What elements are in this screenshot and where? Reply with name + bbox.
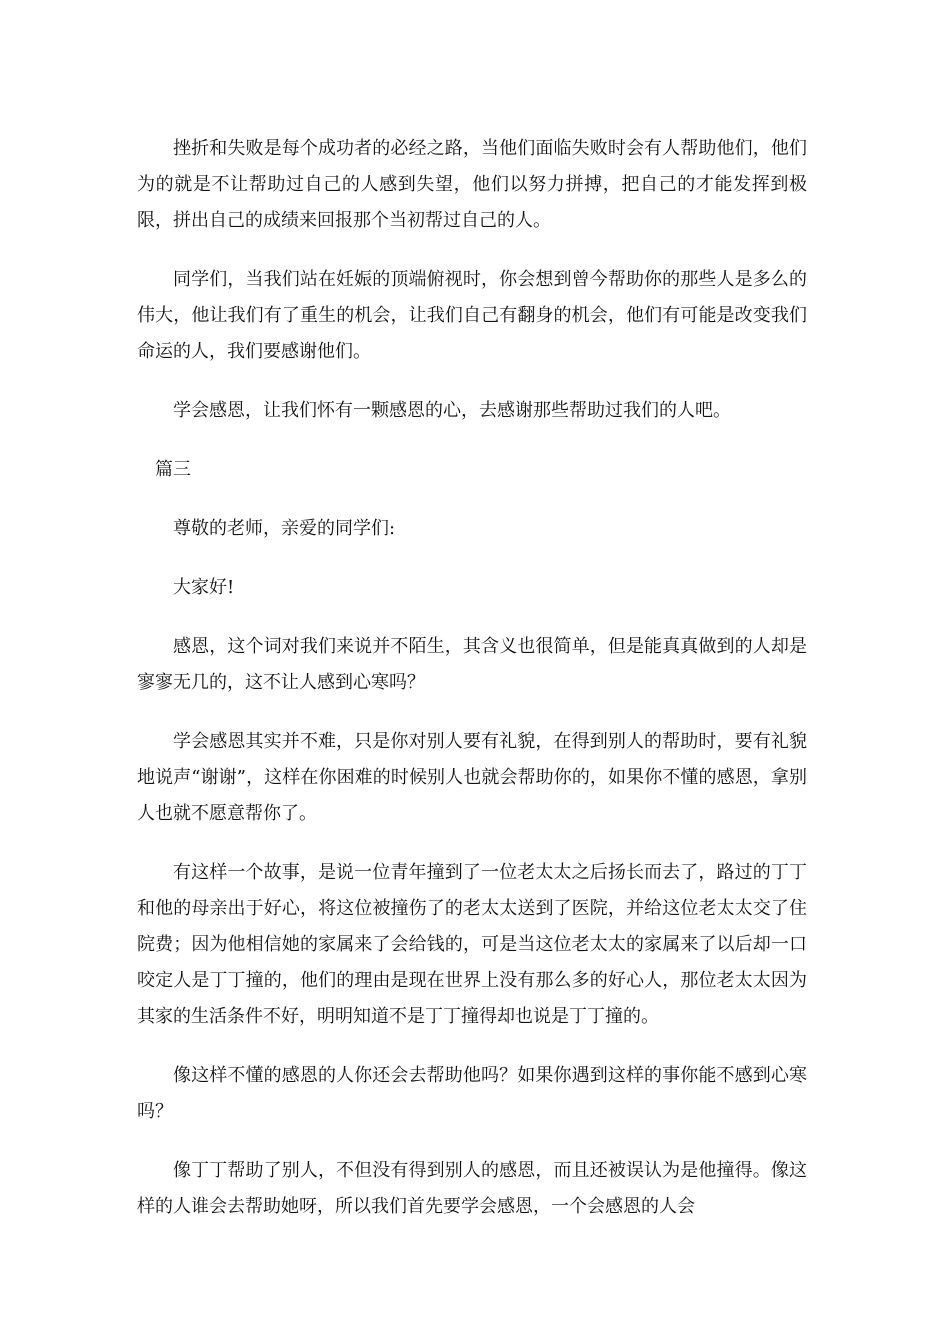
paragraph: 学会感恩其实并不难，只是你对别人要有礼貌，在得到别人的帮助时，要有礼貌地说声“谢谢”，这样在你困难的时候别人也就会帮助你的，如果你不懂的感恩，拿别人也就不愿意帮你了。 — [137, 731, 807, 824]
paragraph: 学会感恩，让我们怀有一颗感恩的心，去感谢那些帮助过我们的人吧。 — [173, 400, 731, 421]
salutation: 尊敬的老师，亲爱的同学们: — [173, 518, 396, 539]
greeting: 大家好! — [173, 577, 235, 598]
paragraph: 感恩，这个词对我们来说并不陌生，其含义也很简单，但是能真真做到的人却是寥寥无几的，这不让人感到心寒吗？ — [137, 636, 807, 693]
paragraph: 同学们，当我们站在妊娠的顶端俯视时，你会想到曾今帮助你的那些人是多么的伟大，他让我们有了重生的机会，让我们自己有翻身的机会，他们有可能是改变我们命运的人，我们要感谢他们。 — [137, 269, 807, 362]
paragraph: 有这样一个故事，是说一位青年撞到了一位老太太之后扬长而去了，路过的丁丁和他的母亲出于好心，将这位被撞伤了的老太太送到了医院，并给这位老太太交了住院费；因为他相信她的家属来了会给钱的，可是当这位老太太的家属来了以后却一口咬定人是丁丁撞的，他们的理由是现在世界上没有那么多的好心人，那位老太太因为其家的生活条件不好，明明知道不是丁丁撞得却也说是丁丁撞的。 — [137, 862, 807, 1027]
section-heading: 篇三 — [155, 459, 191, 480]
document-body — [137, 131, 807, 1248]
paragraph: 像这样不懂的感恩的人你还会去帮助他吗？如果你遇到这样的事你能不感到心寒吗？ — [137, 1065, 807, 1122]
paragraph: 像丁丁帮助了别人，不但没有得到别人的感恩，而且还被误认为是他撞得。像这样的人谁会去帮助她呀，所以我们首先要学会感恩，一个会感恩的人会 — [137, 1160, 807, 1217]
paragraph: 挫折和失败是每个成功者的必经之路，当他们面临失败时会有人帮助他们，他们为的就是不让帮助过自己的人感到失望，他们以努力拼搏，把自己的才能发挥到极限，拼出自己的成绩来回报那个当初帮过自己的人。 — [137, 138, 807, 231]
